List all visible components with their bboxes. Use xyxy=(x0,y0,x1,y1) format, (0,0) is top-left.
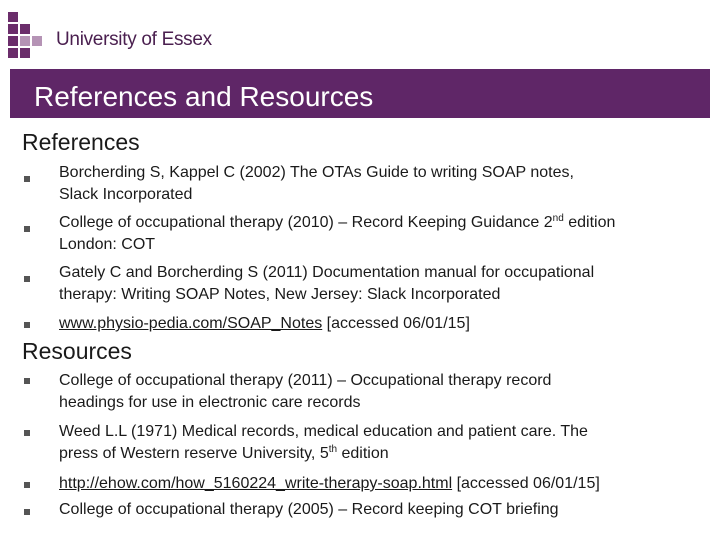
resource-item: Weed L.L (1971) Medical records, medical education and patient care. The press of Western reserve University, 5th edition xyxy=(59,423,588,462)
logo-mark-icon xyxy=(8,12,48,62)
physio-pedia-link[interactable]: www.physio-pedia.com/SOAP_Notes xyxy=(59,315,323,332)
ehow-link[interactable]: http://ehow.com/how_5160224_write-therapy-soap.html xyxy=(59,475,453,492)
reference-item: Borcherding S, Kappel C (2002) The OTAs Guide to writing SOAP notes, Slack Incorporated xyxy=(59,164,574,203)
bullet-icon xyxy=(24,176,30,182)
resource-item: College of occupational therapy (2005) – Record keeping COT briefing xyxy=(59,501,559,518)
bullet-icon xyxy=(24,226,30,232)
slide-title: References and Resources xyxy=(34,81,374,112)
bullet-icon xyxy=(24,509,30,515)
resource-item: http://ehow.com/how_5160224_write-therapy-soap.html [accessed 06/01/15] xyxy=(59,475,600,492)
bullet-icon xyxy=(24,482,30,488)
resource-item: College of occupational therapy (2011) – Occupational therapy record headings for use in electronic care records xyxy=(59,372,552,411)
bullet-icon xyxy=(24,430,30,436)
bullet-icon xyxy=(24,276,30,282)
reference-item: www.physio-pedia.com/SOAP_Notes [accessed 06/01/15] xyxy=(59,315,470,332)
bullet-icon xyxy=(24,378,30,384)
references-heading: References xyxy=(22,129,140,155)
bullet-icon xyxy=(24,322,30,328)
reference-item: Gately C and Borcherding S (2011) Documentation manual for occupational therapy: Writing SOAP Notes, New Jersey: Slack Incorporated xyxy=(59,264,595,303)
resources-heading: Resources xyxy=(22,338,132,364)
logo-text: University of Essex xyxy=(56,29,212,50)
reference-item: College of occupational therapy (2010) – Record Keeping Guidance 2nd edition London: COT xyxy=(59,213,616,253)
university-logo xyxy=(8,12,368,62)
